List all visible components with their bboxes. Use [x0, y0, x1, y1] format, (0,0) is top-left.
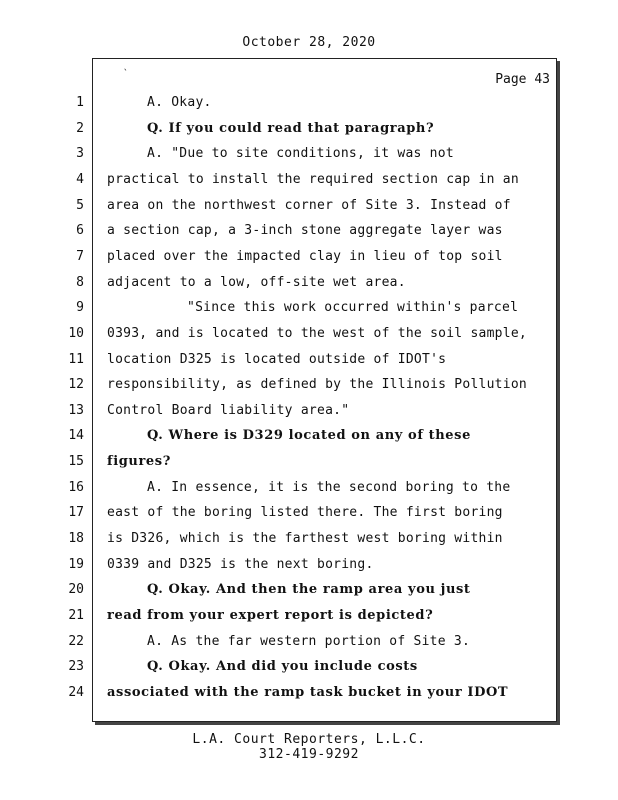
- footer-company: L.A. Court Reporters, L.L.C.: [192, 732, 426, 747]
- line-number: 16: [68, 479, 84, 495]
- line-number: 4: [76, 171, 84, 187]
- line-number: 15: [68, 454, 84, 470]
- line-number: 23: [68, 659, 84, 675]
- page-number: Page 43: [495, 72, 550, 87]
- line-text: area on the northwest corner of Site 3. Instead of: [107, 197, 511, 213]
- line-text: "Since this work occurred within's parcel: [187, 300, 519, 316]
- line-text: adjacent to a low, off-site wet area.: [107, 274, 406, 290]
- line-text: A. Okay.: [147, 95, 212, 110]
- line-text: is D326, which is the farthest west boring within: [107, 531, 503, 547]
- line-number: 13: [68, 402, 84, 418]
- line-text: location D325 is located outside of IDOT's: [107, 351, 447, 367]
- line-number: 9: [76, 300, 84, 316]
- line-number: 8: [76, 274, 84, 290]
- line-number: 3: [76, 146, 84, 162]
- line-text: east of the boring listed there. The first boring: [107, 505, 503, 521]
- footer: [0, 732, 618, 762]
- line-number: 24: [68, 684, 84, 700]
- line-text: 0393, and is located to the west of the soil sample,: [107, 325, 527, 341]
- line-text: responsibility, as defined by the Illinois Pollution: [107, 377, 527, 393]
- line-number: 10: [68, 325, 84, 341]
- stray-mark: `: [123, 69, 129, 79]
- line-text: placed over the impacted clay in lieu of top soil: [107, 248, 503, 264]
- line-number: 7: [76, 248, 84, 264]
- line-text: 0339 and D325 is the next boring.: [107, 556, 374, 572]
- line-number: 20: [68, 582, 84, 598]
- line-number: 2: [76, 120, 84, 136]
- line-text: figures?: [107, 454, 171, 470]
- line-number: 14: [68, 428, 84, 444]
- footer-phone: 312-419-9292: [259, 747, 359, 762]
- line-text: a section cap, a 3-inch stone aggregate layer was: [107, 223, 503, 239]
- line-text: practical to install the required section cap in an: [107, 171, 519, 187]
- line-text: Q. If you could read that paragraph?: [147, 120, 435, 136]
- line-number: 12: [68, 377, 84, 393]
- line-number: 1: [76, 95, 84, 110]
- line-number: 6: [76, 223, 84, 239]
- line-text: A. In essence, it is the second boring to the: [147, 479, 511, 495]
- line-number: 17: [68, 505, 84, 521]
- line-text: A. "Due to site conditions, it was not: [147, 146, 454, 162]
- line-number: 21: [68, 608, 84, 623]
- line-number: 5: [76, 197, 84, 213]
- line-number: 11: [68, 351, 84, 367]
- line-text: Q. Okay. And then the ramp area you just: [147, 582, 471, 598]
- line-text: Control Board liability area.": [107, 402, 350, 418]
- line-number: 18: [68, 531, 84, 547]
- line-text: Q. Where is D329 located on any of these: [147, 428, 471, 444]
- header-date: October 28, 2020: [242, 35, 376, 50]
- line-number: 19: [68, 556, 84, 572]
- line-text: associated with the ramp task bucket in your IDOT: [107, 684, 509, 700]
- line-text: A. As the far western portion of Site 3.: [147, 633, 471, 649]
- line-text: read from your expert report is depicted?: [107, 608, 434, 623]
- line-number: 22: [68, 633, 84, 649]
- line-text: Q. Okay. And did you include costs: [147, 659, 418, 675]
- transcript-page: [68, 58, 557, 722]
